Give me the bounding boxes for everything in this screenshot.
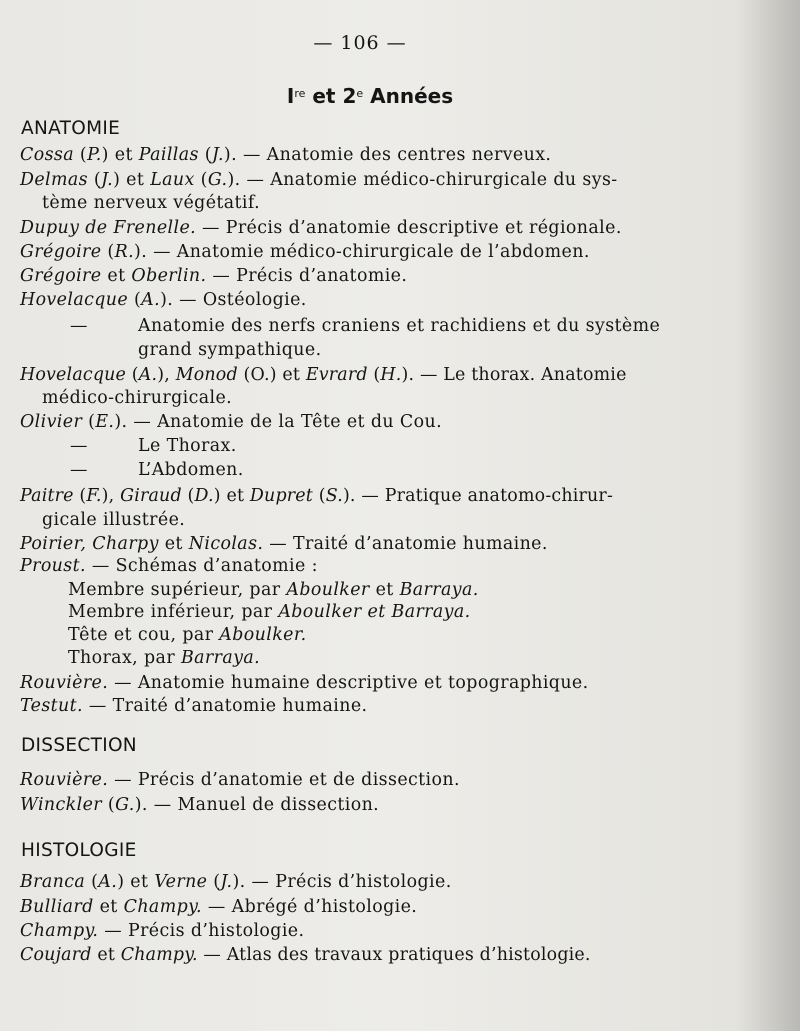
sub-entry bbox=[68, 602, 471, 622]
author: Grégoire bbox=[20, 242, 102, 262]
entry-line bbox=[20, 897, 417, 917]
title-text: ). — Anatomie de la Tête et du Cou. bbox=[114, 412, 443, 432]
author: Aboulker. bbox=[219, 625, 307, 645]
entry-line bbox=[20, 556, 318, 576]
author: Champy. bbox=[20, 921, 99, 941]
author: Evrard bbox=[305, 365, 368, 385]
author: Monod bbox=[175, 365, 238, 385]
text: ( bbox=[312, 486, 326, 506]
author: Aboulker et Barraya. bbox=[278, 602, 471, 622]
entry-line bbox=[138, 460, 244, 480]
author-initial: A. bbox=[141, 290, 161, 310]
entry-line bbox=[20, 770, 460, 790]
author: Cossa bbox=[20, 145, 74, 165]
author: Giraud bbox=[120, 486, 182, 506]
author: Hovelacque bbox=[20, 290, 129, 310]
author-initial: H. bbox=[380, 365, 402, 385]
text: ( bbox=[82, 412, 96, 432]
title-text: — Précis d’anatomie descriptive et régionale. bbox=[196, 218, 622, 238]
title-text: ). — Le thorax. Anatomie bbox=[401, 365, 627, 385]
text: ( bbox=[87, 170, 102, 190]
text: ), bbox=[157, 365, 176, 385]
author-initial: G. bbox=[207, 170, 228, 190]
title-text: ). — Anatomie des centres nerveux. bbox=[223, 145, 552, 165]
title-text: médico-chirurgicale. bbox=[42, 388, 233, 408]
title-text: Le Thorax. bbox=[138, 436, 237, 456]
page-number: — 106 — bbox=[313, 32, 407, 54]
title-text: — Précis d’histologie. bbox=[98, 921, 305, 941]
text: et bbox=[91, 945, 121, 965]
title-text: tème nerveux végétatif. bbox=[42, 193, 261, 213]
heading-first-sup: re bbox=[294, 87, 306, 100]
text: Membre supérieur, par bbox=[68, 580, 287, 600]
text: ( bbox=[367, 365, 381, 385]
title-text: — Traité d’anatomie humaine. bbox=[82, 696, 368, 716]
text: ( bbox=[207, 872, 221, 892]
author: Poirier, Charpy bbox=[20, 534, 159, 554]
text: ( bbox=[181, 486, 195, 506]
entry-line bbox=[20, 534, 548, 554]
entry-line bbox=[20, 242, 590, 262]
entry-continuation bbox=[42, 510, 185, 530]
author: Rouvière. bbox=[20, 770, 109, 790]
text: ( bbox=[126, 365, 139, 385]
text: ( bbox=[101, 242, 115, 262]
text: et bbox=[369, 580, 400, 600]
title-text: — Abrégé d’histologie. bbox=[201, 897, 418, 917]
entry-line bbox=[20, 170, 618, 190]
author: Hovelacque bbox=[20, 365, 127, 385]
ditto-dash: — bbox=[70, 460, 88, 480]
author: Aboulker bbox=[286, 580, 370, 600]
title-text: Anatomie des nerfs craniens et rachidiens et du système bbox=[138, 316, 661, 336]
author: Dupret bbox=[249, 486, 313, 506]
author: Barraya. bbox=[399, 580, 479, 600]
author-initial: J. bbox=[220, 872, 233, 892]
text: ( bbox=[194, 170, 208, 190]
entry-line bbox=[20, 795, 379, 815]
heading-et: et 2 bbox=[305, 84, 357, 108]
entry-continuation bbox=[138, 340, 322, 360]
author: Dupuy de Frenelle. bbox=[20, 218, 197, 238]
author: Winckler bbox=[20, 795, 102, 815]
text: Membre inférieur, par bbox=[68, 602, 279, 622]
title-text: L’Abdomen. bbox=[138, 460, 244, 480]
title-text: ). — Anatomie médico-chirurgicale du sys- bbox=[227, 170, 618, 190]
author: Nicolas. bbox=[188, 534, 264, 554]
title-text: — Atlas des travaux pratiques d’histologie. bbox=[197, 945, 591, 965]
author: Bulliard bbox=[20, 897, 94, 917]
author: Champy. bbox=[123, 897, 202, 917]
entry-line bbox=[138, 316, 660, 336]
entry-line bbox=[20, 696, 367, 716]
text: ), bbox=[101, 486, 121, 506]
text: ) et bbox=[117, 872, 155, 892]
author-initial: R. bbox=[114, 242, 135, 262]
text: ) et bbox=[213, 486, 250, 506]
text: ( bbox=[74, 145, 88, 165]
author-initial: G. bbox=[115, 795, 135, 815]
text: ( bbox=[101, 795, 116, 815]
entry-line bbox=[20, 673, 589, 693]
author-initial: E. bbox=[95, 412, 115, 432]
sub-entry bbox=[68, 580, 479, 600]
text: Tête et cou, par bbox=[68, 625, 220, 645]
page-heading bbox=[0, 84, 740, 108]
section-title-histologie: HISTOLOGIE bbox=[21, 840, 137, 861]
text: Thorax, par bbox=[68, 648, 181, 668]
author: Champy. bbox=[120, 945, 198, 965]
author: Paillas bbox=[138, 145, 199, 165]
section-title-dissection: DISSECTION bbox=[21, 735, 137, 756]
text: et bbox=[158, 534, 189, 554]
author: Rouvière. bbox=[20, 673, 109, 693]
title-text: ). — Ostéologie. bbox=[160, 290, 307, 310]
title-text: ). — Manuel de dissection. bbox=[134, 795, 380, 815]
entry-continuation bbox=[42, 388, 232, 408]
ditto-dash: — bbox=[70, 436, 88, 456]
title-text: — Anatomie humaine descriptive et topographique. bbox=[108, 673, 589, 693]
entry-line bbox=[20, 945, 591, 965]
author: Proust. bbox=[20, 556, 86, 576]
heading-second-sup: e bbox=[356, 87, 364, 100]
author: Barraya. bbox=[180, 648, 261, 668]
text: ( bbox=[128, 290, 142, 310]
title-text: — Précis d’anatomie et de dissection. bbox=[108, 770, 460, 790]
text: ( bbox=[73, 486, 87, 506]
title-text: grand sympathique. bbox=[138, 340, 322, 360]
text: (O.) et bbox=[237, 365, 306, 385]
author: Delmas bbox=[20, 170, 88, 190]
author: Coujard bbox=[20, 945, 92, 965]
text: ) et bbox=[101, 145, 139, 165]
entry-line bbox=[20, 486, 613, 506]
entry-line bbox=[20, 290, 307, 310]
text: et bbox=[101, 266, 132, 286]
heading-first: I bbox=[286, 84, 295, 108]
entry-line bbox=[138, 436, 237, 456]
text: ) et bbox=[113, 170, 151, 190]
author: Laux bbox=[150, 170, 195, 190]
heading-rest: Années bbox=[363, 84, 454, 108]
author: Testut. bbox=[20, 696, 83, 716]
author-initial: D. bbox=[194, 486, 214, 506]
section-title-anatomie: ANATOMIE bbox=[21, 118, 121, 139]
text: ( bbox=[85, 872, 99, 892]
entry-line bbox=[20, 921, 304, 941]
entry-line bbox=[20, 145, 551, 165]
sub-entry bbox=[68, 625, 307, 645]
entry-line bbox=[20, 412, 442, 432]
title-text: — Traité d’anatomie humaine. bbox=[263, 534, 548, 554]
author-initial: P. bbox=[87, 145, 102, 165]
author-initial: A. bbox=[98, 872, 118, 892]
author-initial: J. bbox=[211, 145, 224, 165]
entry-line bbox=[20, 365, 627, 385]
author-initial: S. bbox=[325, 486, 343, 506]
title-text: ). — Anatomie médico-chirurgicale de l’abdomen. bbox=[134, 242, 590, 262]
title-text: ). — Pratique anatomo-chirur- bbox=[342, 486, 614, 506]
author: Grégoire bbox=[20, 266, 102, 286]
author: Paitre bbox=[20, 486, 74, 506]
title-text: ). — Précis d’histologie. bbox=[232, 872, 452, 892]
entry-line bbox=[20, 872, 452, 892]
title-text: — Schémas d’anatomie : bbox=[85, 556, 318, 576]
author: Olivier bbox=[20, 412, 83, 432]
author-initial: J. bbox=[101, 170, 114, 190]
author: Branca bbox=[20, 872, 86, 892]
author-initial: A. bbox=[138, 365, 158, 385]
title-text: gicale illustrée. bbox=[42, 510, 186, 530]
sub-entry bbox=[68, 648, 260, 668]
title-text: — Précis d’anatomie. bbox=[206, 266, 408, 286]
entry-line bbox=[20, 218, 622, 238]
entry-continuation bbox=[42, 193, 260, 213]
author: Oberlin. bbox=[131, 266, 207, 286]
ditto-dash: — bbox=[70, 316, 88, 336]
text: et bbox=[93, 897, 124, 917]
author: Verne bbox=[154, 872, 208, 892]
author-initial: F. bbox=[86, 486, 102, 506]
entry-line bbox=[20, 266, 407, 286]
text: ( bbox=[198, 145, 212, 165]
